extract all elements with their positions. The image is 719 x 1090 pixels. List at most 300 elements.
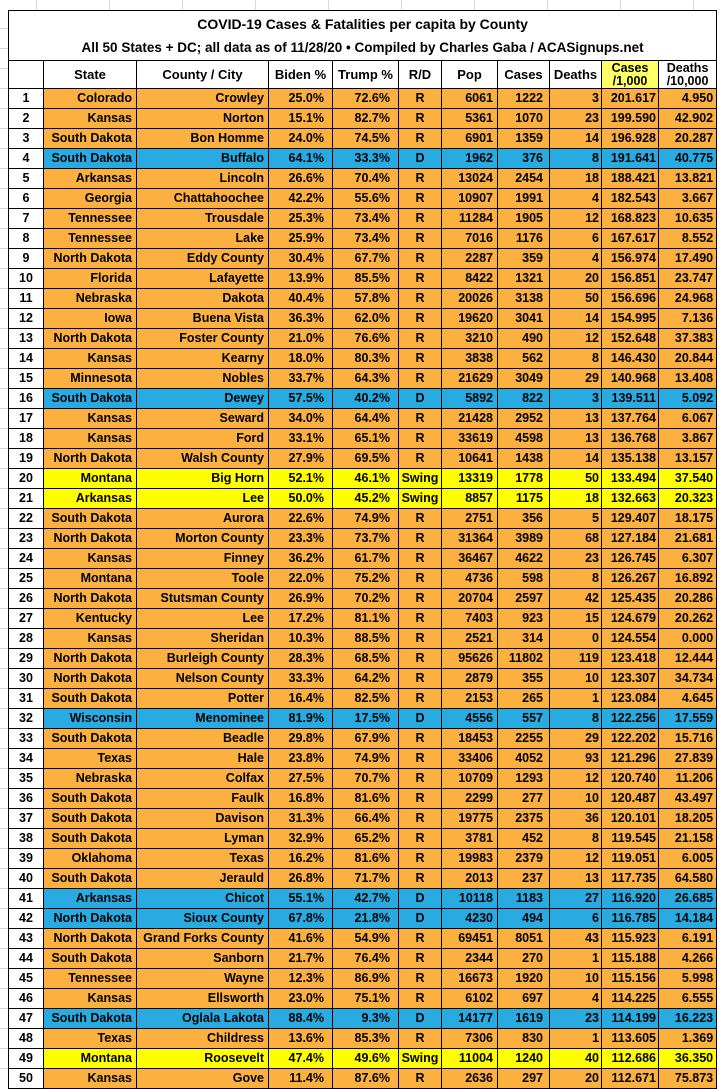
cell-cases-per-1000: 115.923 [602,929,659,949]
cell-deaths-per-10000: 14.184 [659,909,717,929]
cell-deaths-per-10000: 4.645 [659,689,717,709]
cell-cases-per-1000: 146.430 [602,349,659,369]
table-row [9,449,717,469]
cell-rd: R [399,1069,442,1089]
cell-deaths-per-10000: 64.580 [659,869,717,889]
cell-deaths: 8 [550,709,602,729]
cell-cases: 359 [498,249,550,269]
cell-deaths-per-10000: 20.262 [659,609,717,629]
cell-cases: 11802 [498,649,550,669]
cell-county: Nobles [137,369,269,389]
cell-trump-pct: 86.9% [333,969,399,989]
cell-biden-pct: 23.0% [269,989,333,1009]
row-rank: 6 [9,189,44,209]
cell-deaths-per-10000: 6.005 [659,849,717,869]
cell-county: Lafayette [137,269,269,289]
cell-deaths-per-10000: 20.844 [659,349,717,369]
cell-cases: 2255 [498,729,550,749]
cell-pop: 1962 [442,149,498,169]
cell-trump-pct: 40.2% [333,389,399,409]
cell-cases-per-1000: 168.823 [602,209,659,229]
cell-biden-pct: 47.4% [269,1049,333,1069]
cell-biden-pct: 64.1% [269,149,333,169]
cell-state: Nebraska [44,289,137,309]
cell-cases: 1778 [498,469,550,489]
cell-rd: R [399,689,442,709]
cell-trump-pct: 73.4% [333,209,399,229]
table-subtitle: All 50 States + DC; all data as of 11/28/20 • Compiled by Charles Gaba / ACASignups.net [81,40,644,55]
cell-deaths: 68 [550,529,602,549]
cell-cases-per-1000: 112.671 [602,1069,659,1089]
table-row [9,889,717,909]
cell-biden-pct: 22.6% [269,509,333,529]
cell-cases: 270 [498,949,550,969]
cell-deaths: 50 [550,469,602,489]
cell-state: Arkansas [44,169,137,189]
cell-deaths: 119 [550,649,602,669]
cell-deaths: 13 [550,869,602,889]
cell-deaths: 29 [550,369,602,389]
table-row [9,809,717,829]
cell-cases-per-1000: 156.696 [602,289,659,309]
row-rank: 34 [9,749,44,769]
cell-biden-pct: 88.4% [269,1009,333,1029]
cell-state: North Dakota [44,449,137,469]
cell-trump-pct: 57.8% [333,289,399,309]
cell-pop: 11004 [442,1049,498,1069]
cell-cases-per-1000: 139.511 [602,389,659,409]
table-row [9,489,717,509]
cell-state: Arkansas [44,489,137,509]
cell-cases-per-1000: 201.617 [602,89,659,109]
cell-state: Texas [44,1029,137,1049]
cell-cases-per-1000: 137.764 [602,409,659,429]
cell-county: Dewey [137,389,269,409]
cell-county: Aurora [137,509,269,529]
cell-biden-pct: 17.2% [269,609,333,629]
cell-cases: 4598 [498,429,550,449]
cell-trump-pct: 88.5% [333,629,399,649]
cell-rd: R [399,329,442,349]
cell-deaths-per-10000: 37.383 [659,329,717,349]
cell-rd: R [399,209,442,229]
table-row [9,569,717,589]
cell-deaths-per-10000: 34.734 [659,669,717,689]
cell-cases-per-1000: 132.663 [602,489,659,509]
cell-cases: 265 [498,689,550,709]
cell-cases-per-1000: 123.418 [602,649,659,669]
cell-rd: R [399,249,442,269]
cell-pop: 7306 [442,1029,498,1049]
cell-biden-pct: 42.2% [269,189,333,209]
cell-county: Chicot [137,889,269,909]
table-row [9,409,717,429]
cell-biden-pct: 31.3% [269,809,333,829]
cell-cases-per-1000: 129.407 [602,509,659,529]
cell-trump-pct: 69.5% [333,449,399,469]
cell-state: Montana [44,1049,137,1069]
cell-county: Lyman [137,829,269,849]
cell-deaths: 27 [550,889,602,909]
cell-deaths: 1 [550,1029,602,1049]
cell-trump-pct: 64.4% [333,409,399,429]
cell-rd: R [399,749,442,769]
table-row [9,429,717,449]
cell-rd: R [399,269,442,289]
cell-rd: R [399,589,442,609]
cell-pop: 4556 [442,709,498,729]
cell-deaths-per-10000: 20.286 [659,589,717,609]
cell-rd: R [399,829,442,849]
cell-deaths: 0 [550,629,602,649]
table-row [9,789,717,809]
cell-rd: R [399,169,442,189]
cell-county: Wayne [137,969,269,989]
row-rank: 10 [9,269,44,289]
cell-trump-pct: 71.7% [333,869,399,889]
cell-biden-pct: 30.4% [269,249,333,269]
table-row [9,349,717,369]
cell-deaths-per-10000: 8.552 [659,229,717,249]
cell-county: Trousdale [137,209,269,229]
table-row [9,949,717,969]
cell-deaths: 40 [550,1049,602,1069]
cell-biden-pct: 21.7% [269,949,333,969]
cell-cases: 2375 [498,809,550,829]
col-header-deaths-per-10000: Deaths /10,000 [659,61,717,89]
cell-county: Morton County [137,529,269,549]
cell-cases: 452 [498,829,550,849]
cell-rd: R [399,649,442,669]
cell-pop: 8857 [442,489,498,509]
row-rank: 38 [9,829,44,849]
cell-biden-pct: 28.3% [269,649,333,669]
cell-trump-pct: 65.1% [333,429,399,449]
cell-state: Wisconsin [44,709,137,729]
cell-county: Norton [137,109,269,129]
cell-biden-pct: 33.1% [269,429,333,449]
cell-cases: 3049 [498,369,550,389]
cell-county: Lee [137,609,269,629]
cell-trump-pct: 85.5% [333,269,399,289]
cell-county: Colfax [137,769,269,789]
cell-trump-pct: 81.6% [333,849,399,869]
cell-state: Iowa [44,309,137,329]
cell-deaths-per-10000: 24.968 [659,289,717,309]
cell-biden-pct: 15.1% [269,109,333,129]
table-row [9,1029,717,1049]
col-header-county: County / City [137,61,269,89]
cell-county: Big Horn [137,469,269,489]
cell-county: Ford [137,429,269,449]
row-rank: 39 [9,849,44,869]
cell-biden-pct: 52.1% [269,469,333,489]
cell-pop: 10641 [442,449,498,469]
cell-deaths-per-10000: 0.000 [659,629,717,649]
row-rank: 16 [9,389,44,409]
cell-biden-pct: 18.0% [269,349,333,369]
cell-cases: 697 [498,989,550,1009]
cell-deaths-per-10000: 17.490 [659,249,717,269]
cell-biden-pct: 33.7% [269,369,333,389]
cell-state: Texas [44,749,137,769]
cell-pop: 18453 [442,729,498,749]
cell-biden-pct: 25.9% [269,229,333,249]
cell-cases: 2597 [498,589,550,609]
cell-biden-pct: 11.4% [269,1069,333,1089]
cell-rd: Swing [399,1049,442,1069]
cell-trump-pct: 74.9% [333,509,399,529]
row-rank: 36 [9,789,44,809]
cell-state: South Dakota [44,809,137,829]
cell-deaths: 15 [550,609,602,629]
cell-rd: R [399,89,442,109]
cell-deaths-per-10000: 20.323 [659,489,717,509]
cell-state: Tennessee [44,229,137,249]
cell-state: Tennessee [44,209,137,229]
cell-rd: R [399,309,442,329]
table-row [9,309,717,329]
cell-deaths-per-10000: 21.158 [659,829,717,849]
cell-county: Potter [137,689,269,709]
cell-pop: 33406 [442,749,498,769]
table-row [9,89,717,109]
table-row [9,1009,717,1029]
cell-state: North Dakota [44,929,137,949]
cell-pop: 6061 [442,89,498,109]
cell-trump-pct: 75.1% [333,989,399,1009]
cell-trump-pct: 80.3% [333,349,399,369]
cell-state: Florida [44,269,137,289]
cell-rd: R [399,529,442,549]
cell-trump-pct: 17.5% [333,709,399,729]
row-rank: 28 [9,629,44,649]
cell-cases: 297 [498,1069,550,1089]
cell-county: Oglala Lakota [137,1009,269,1029]
cell-cases-per-1000: 182.543 [602,189,659,209]
cell-deaths-per-10000: 11.206 [659,769,717,789]
cell-state: Montana [44,469,137,489]
cell-cases-per-1000: 119.051 [602,849,659,869]
cell-deaths: 93 [550,749,602,769]
cell-rd: R [399,549,442,569]
cell-biden-pct: 36.3% [269,309,333,329]
cell-deaths-per-10000: 36.350 [659,1049,717,1069]
cell-cases: 1905 [498,209,550,229]
cell-biden-pct: 81.9% [269,709,333,729]
cell-county: Bon Homme [137,129,269,149]
cell-pop: 6901 [442,129,498,149]
cell-pop: 33619 [442,429,498,449]
cell-county: Walsh County [137,449,269,469]
cell-trump-pct: 76.4% [333,949,399,969]
cell-pop: 13024 [442,169,498,189]
cell-cases-per-1000: 124.679 [602,609,659,629]
cell-county: Sheridan [137,629,269,649]
cell-biden-pct: 57.5% [269,389,333,409]
cell-deaths: 8 [550,149,602,169]
cell-pop: 2751 [442,509,498,529]
cell-deaths: 3 [550,89,602,109]
cell-county: Gove [137,1069,269,1089]
cell-biden-pct: 22.0% [269,569,333,589]
cell-deaths: 23 [550,109,602,129]
cell-cases: 355 [498,669,550,689]
row-rank: 22 [9,509,44,529]
sheet-margin-gridlines-left [0,28,8,1088]
cell-pop: 2287 [442,249,498,269]
cell-deaths: 20 [550,269,602,289]
cell-biden-pct: 55.1% [269,889,333,909]
table-row [9,869,717,889]
cell-cases: 562 [498,349,550,369]
cell-rd: R [399,809,442,829]
cell-deaths: 8 [550,349,602,369]
cell-biden-pct: 26.9% [269,589,333,609]
cell-deaths-per-10000: 75.873 [659,1069,717,1089]
row-rank: 40 [9,869,44,889]
cell-state: Kansas [44,549,137,569]
cell-county: Hale [137,749,269,769]
table-row [9,589,717,609]
cell-deaths-per-10000: 12.444 [659,649,717,669]
cell-county: Crowley [137,89,269,109]
table-row [9,749,717,769]
table-row [9,189,717,209]
cell-rd: R [399,369,442,389]
table-body [9,89,717,1089]
cell-cases-per-1000: 121.296 [602,749,659,769]
cell-cases-per-1000: 199.590 [602,109,659,129]
cell-trump-pct: 21.8% [333,909,399,929]
row-rank: 9 [9,249,44,269]
cell-cases: 314 [498,629,550,649]
cell-deaths: 6 [550,909,602,929]
cell-rd: R [399,409,442,429]
cell-deaths-per-10000: 4.266 [659,949,717,969]
cell-county: Toole [137,569,269,589]
cell-state: Kansas [44,629,137,649]
cell-deaths: 12 [550,209,602,229]
cell-rd: R [399,729,442,749]
table-row [9,369,717,389]
cell-pop: 5892 [442,389,498,409]
cell-rd: D [399,709,442,729]
cell-rd: R [399,609,442,629]
cell-state: Kansas [44,989,137,1009]
table-row [9,149,717,169]
cell-state: North Dakota [44,649,137,669]
cell-state: North Dakota [44,529,137,549]
table-row [9,969,717,989]
cell-cases: 1070 [498,109,550,129]
cell-cases-per-1000: 135.138 [602,449,659,469]
cell-county: Texas [137,849,269,869]
cell-pop: 2299 [442,789,498,809]
cell-biden-pct: 34.0% [269,409,333,429]
sheet-margin-gridlines-top [36,0,716,10]
row-rank: 33 [9,729,44,749]
cell-trump-pct: 54.9% [333,929,399,949]
cell-cases-per-1000: 167.617 [602,229,659,249]
cell-county: Finney [137,549,269,569]
cell-cases-per-1000: 115.156 [602,969,659,989]
cell-cases-per-1000: 188.421 [602,169,659,189]
cell-county: Davison [137,809,269,829]
cell-county: Burleigh County [137,649,269,669]
cell-county: Jerauld [137,869,269,889]
cell-cases-per-1000: 113.605 [602,1029,659,1049]
cell-pop: 16673 [442,969,498,989]
cell-pop: 21428 [442,409,498,429]
cell-trump-pct: 70.2% [333,589,399,609]
cell-cases-per-1000: 136.768 [602,429,659,449]
cell-cases: 1359 [498,129,550,149]
cell-cases: 1222 [498,89,550,109]
table-row [9,629,717,649]
cell-biden-pct: 50.0% [269,489,333,509]
cell-trump-pct: 64.2% [333,669,399,689]
table-row [9,469,717,489]
row-rank: 43 [9,929,44,949]
cell-trump-pct: 45.2% [333,489,399,509]
cell-deaths: 29 [550,729,602,749]
row-rank: 21 [9,489,44,509]
cell-rd: R [399,189,442,209]
cell-pop: 10709 [442,769,498,789]
cell-deaths: 13 [550,409,602,429]
cell-state: South Dakota [44,149,137,169]
cell-trump-pct: 75.2% [333,569,399,589]
cell-deaths: 13 [550,429,602,449]
cell-deaths: 23 [550,549,602,569]
cell-state: Kansas [44,349,137,369]
cell-cases-per-1000: 120.740 [602,769,659,789]
cell-deaths-per-10000: 20.287 [659,129,717,149]
cell-pop: 4736 [442,569,498,589]
row-rank: 44 [9,949,44,969]
cell-deaths: 6 [550,229,602,249]
cell-biden-pct: 16.4% [269,689,333,709]
cell-cases: 3138 [498,289,550,309]
row-rank: 25 [9,569,44,589]
row-rank: 20 [9,469,44,489]
cell-deaths: 43 [550,929,602,949]
cell-deaths-per-10000: 5.998 [659,969,717,989]
cell-county: Chattahoochee [137,189,269,209]
cell-cases: 557 [498,709,550,729]
cell-county: Eddy County [137,249,269,269]
cell-cases-per-1000: 152.648 [602,329,659,349]
row-rank: 27 [9,609,44,629]
cell-rd: D [399,889,442,909]
table-row [9,229,717,249]
table-row [9,829,717,849]
cell-state: South Dakota [44,829,137,849]
cell-cases: 277 [498,789,550,809]
cell-pop: 3838 [442,349,498,369]
cell-cases-per-1000: 122.256 [602,709,659,729]
cell-biden-pct: 26.6% [269,169,333,189]
row-rank: 49 [9,1049,44,1069]
cell-state: South Dakota [44,949,137,969]
cell-deaths-per-10000: 40.775 [659,149,717,169]
cell-deaths: 10 [550,969,602,989]
cell-deaths: 8 [550,829,602,849]
cell-cases-per-1000: 117.735 [602,869,659,889]
cell-cases-per-1000: 116.785 [602,909,659,929]
cell-cases: 376 [498,149,550,169]
